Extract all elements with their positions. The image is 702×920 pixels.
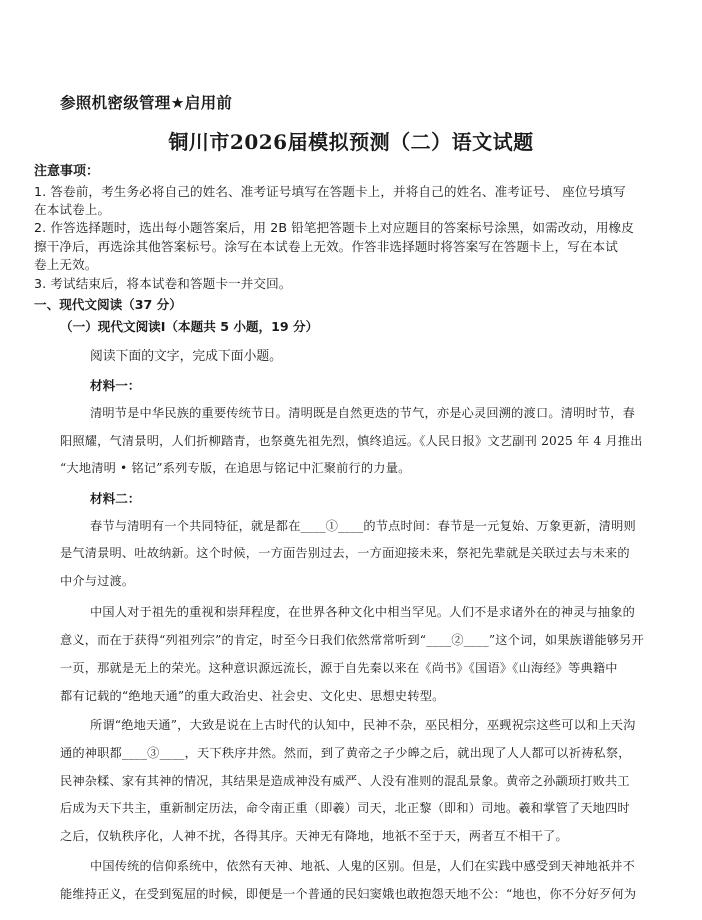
notes-heading: 注意事项：	[34, 164, 100, 179]
material-two-label: 材料二：	[90, 491, 141, 506]
paragraph-line: 民神杂糅、家有其神的情况，其结果是造成神没有威严、人没有准则的混乱景象。黄帝之孙颛顼打败共工	[60, 774, 630, 788]
paragraph-line: 之后，仅轨秩序化，人神不扰，各得其序。天神无有降地，地祇不至于天，两者互不相干了。	[60, 829, 568, 843]
paragraph-line: 中国人对于祖先的重视和崇拜程度，在世界各种文化中相当罕见。人们不是求诸外在的神灵与抽象的	[90, 605, 636, 619]
paragraph-line: 都有记载的“绝地天通”的重大政治史、社会史、文化史、思想史转型。	[60, 689, 445, 703]
note-line: 卷上无效。	[34, 257, 98, 272]
reading-instruction: 阅读下面的文字，完成下面小题。	[90, 349, 282, 364]
section-heading: 一、现代文阅读（37 分）	[34, 297, 182, 312]
note-line: 3. 考试结束后，将本试卷和答题卡一并交回。	[34, 276, 292, 291]
paragraph-line: 意义，而在于获得“列祖列宗”的肯定，时至今日我们依然常常听到“____②____”这个词，如果族谱能够另开	[60, 633, 644, 647]
note-line: 在本试卷上。	[34, 202, 111, 217]
paragraph-line: 春节与清明有一个共同特征，就是都在____①____的节点时间：春节是一元复始、万象更新，清明则	[90, 519, 636, 533]
paragraph-line: “大地清明 • 铭记”系列专版，在追思与铭记中汇聚前行的力量。	[60, 461, 411, 475]
exam-title: 铜川市2026届模拟预测（二）语文试题	[168, 130, 534, 154]
paragraph-line: 中介与过渡。	[60, 574, 135, 588]
note-line: 2. 作答选择题时，选出每小题答案后，用 2B 铅笔把答题卡上对应题目的答案标号涂黑，如需改动，用橡皮	[34, 220, 634, 235]
paragraph-line: 中国传统的信仰系统中，依然有天神、地祇、人鬼的区别。但是，人们在实践中感受到天神地祇并不	[90, 859, 636, 873]
paragraph-line: 通的神职都____③____，天下秩序井然。然而，到了黄帝之子少皞之后，就出现了人人都可以祈祷私祭，	[60, 746, 631, 760]
paragraph-line: 后成为天下共主，重新制定历法，命令南正重（即羲）司天，北正黎（即和）司地。羲和掌管了天地四时	[60, 801, 630, 815]
paragraph-line: 是气清景明、吐故纳新。这个时候，一方面告别过去，一方面迎接未来，祭祀先辈就是关联过去与未来的	[60, 546, 630, 560]
paragraph-line: 一页，那就是无上的荣光。这种意识源远流长，源于自先秦以来在《尚书》《国语》《山海经》等典籍中	[60, 661, 618, 675]
paragraph-line: 所谓“绝地天通”，大致是说在上古时代的认知中，民神不杂，巫民相分，巫觋祝宗这些可以和上天沟	[90, 718, 636, 732]
paragraph-line: 阳照耀，气清景明，人们折柳踏青，也祭奠先祖先烈，慎终追远。《人民日报》文艺副刊 2025 年 4 月推出	[60, 434, 643, 448]
paragraph-line: 能维持正义，在受到冤屈的时候，即便是一个普通的民妇窦娥也敢抱怨天地不公：“地也，你不分好歹何为	[60, 887, 637, 901]
note-line: 擦干净后，再选涂其他答案标号。涂写在本试卷上无效。作答非选择题时将答案写在答题卡上，写在本试	[34, 239, 618, 254]
confidentiality-label: 参照机密级管理★启用前	[60, 94, 233, 112]
material-one-label: 材料一：	[90, 378, 141, 393]
note-line: 1. 答卷前，考生务必将自己的姓名、准考证号填写在答题卡上，并将自己的姓名、准考证号、 座位号填写	[34, 184, 626, 199]
sub-section-heading: （一）现代文阅读Ⅰ（本题共 5 小题，19 分）	[60, 319, 319, 334]
paragraph-line: 清明节是中华民族的重要传统节日。清明既是自然更迭的节气，亦是心灵回溯的渡口。清明时节，春	[90, 406, 636, 420]
